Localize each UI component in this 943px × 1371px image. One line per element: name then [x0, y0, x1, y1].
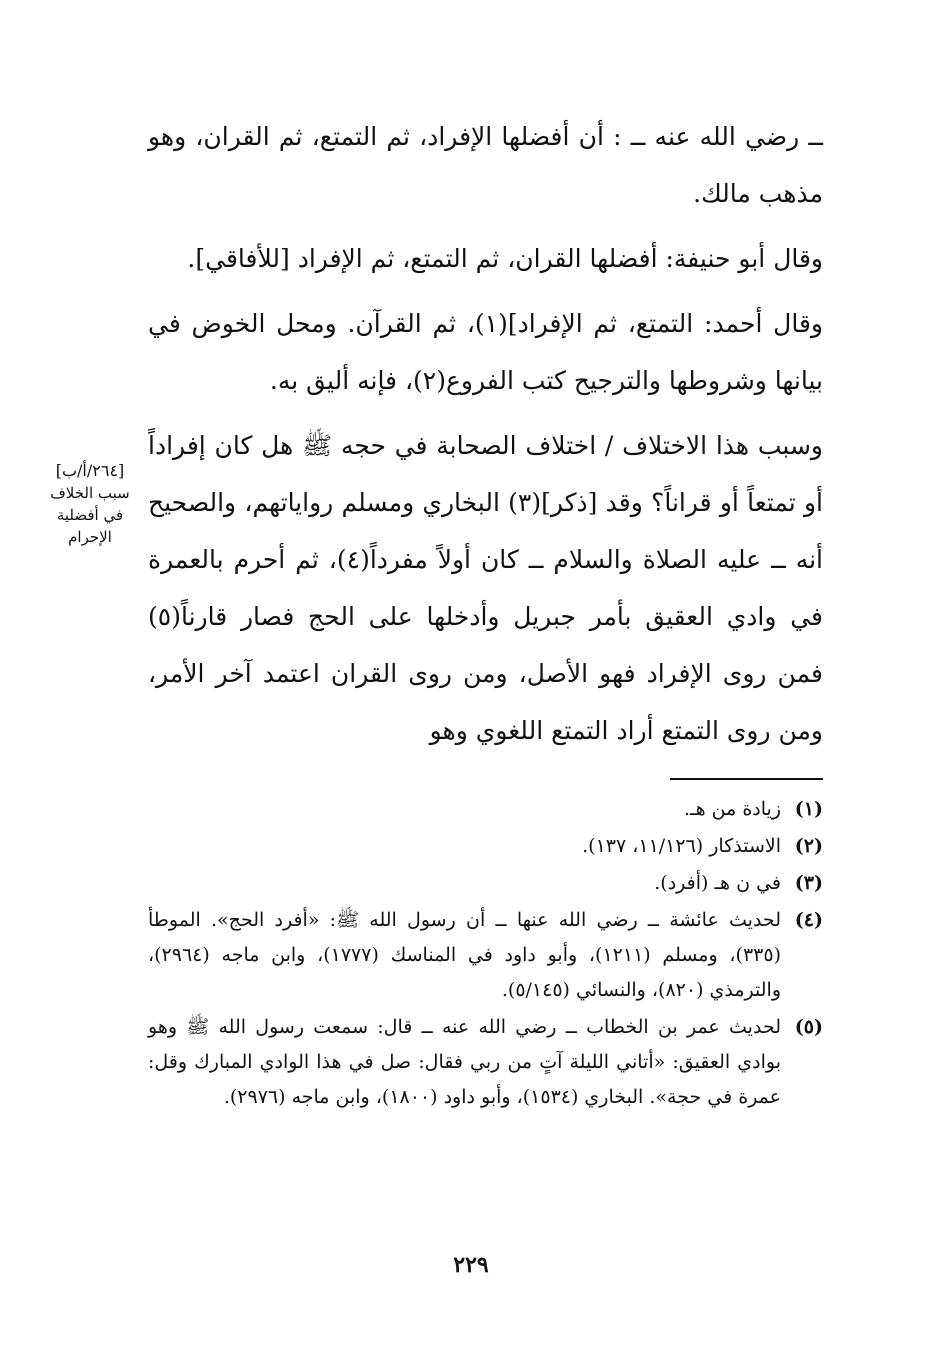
main-text: [148, 108, 823, 759]
paragraph-1: ــ رضي الله عنه ــ : أن أفضلها الإفراد، ثم التمتع، ثم القران، وهو مذهب مالك.: [148, 122, 823, 208]
margin-topic-heading: سبب الخلاف في أفضلية الإحرام: [50, 484, 130, 546]
page-number: ٢٢٩: [453, 1252, 489, 1278]
footnote-text: لحديث عمر بن الخطاب ــ رضي الله عنه ــ قال: سمعت رسول الله ﷺ وهو بوادي العقيق: «أتاني الليلة آتٍ من ربي فقال: صل في هذا الوادي المبارك وقل: عمرة في حجة». البخاري (١٥٣٤)، وأبو داود (١٨٠٠)، وابن ماجه (٢٩٧٦).: [148, 1016, 781, 1108]
footnote-text: زيادة من هـ.: [683, 798, 781, 820]
footnote-text: الاستذكار (١١/١٢٦، ١٣٧).: [582, 835, 781, 857]
footnote-number: (٣): [794, 872, 823, 894]
footnote-text: لحديث عائشة ــ رضي الله عنها ــ أن رسول الله ﷺ: «أفرد الحج». الموطأ (٣٣٥)، ومسلم (١٢١١)، وأبو داود في المناسك (١٧٧٧)، وابن ماجه (٢٩٦٤)، والترمذي (٨٢٠)، والنسائي (٥/١٤٥).: [148, 909, 781, 1001]
footnote-item: [148, 792, 823, 827]
footnote-item: [148, 903, 823, 1008]
paragraph-2: وقال أبو حنيفة: أفضلها القران، ثم التمتع، ثم الإفراد [للأفاقي].: [187, 244, 823, 273]
margin-note: [40, 460, 140, 548]
paragraph-4: وسبب هذا الاختلاف / اختلاف الصحابة في حجه ﷺ هل كان إفراداً أو تمتعاً أو قراناً؟ وقد [ذكر](٣) البخاري ومسلم رواياتهم، والصحيح أنه ــ عليه الصلاة والسلام ــ كان أولاً مفرداً(٤)، ثم أحرم بالعمرة في وادي العقيق بأمر جبريل وأدخلها على الحج فصار قارناً(٥) فمن روى الإفراد فهو الأصل، ومن روى القران اعتمد آخر الأمر، ومن روى التمتع أراد التمتع اللغوي وهو: [148, 431, 824, 745]
footnote-item: [148, 866, 823, 901]
footnote-number: (٤): [794, 909, 823, 931]
manuscript-folio-reference: [٢٦٤/أ/ب]: [55, 461, 125, 480]
footnote-item: [148, 1010, 823, 1115]
footnote-text: في ن هـ (أفرد).: [654, 872, 781, 894]
footnote-divider: [670, 778, 823, 780]
footnotes: [148, 792, 823, 1117]
footnote-item: [148, 829, 823, 864]
footnote-number: (٢): [794, 835, 823, 857]
footnote-number: (٥): [794, 1016, 823, 1038]
paragraph-3: وقال أحمد: التمتع، ثم الإفراد](١)، ثم القرآن. ومحل الخوض في بيانها وشروطها والترجيح كتب الفروع(٢)، فإنه أليق به.: [148, 309, 823, 395]
footnote-number: (١): [794, 798, 823, 820]
